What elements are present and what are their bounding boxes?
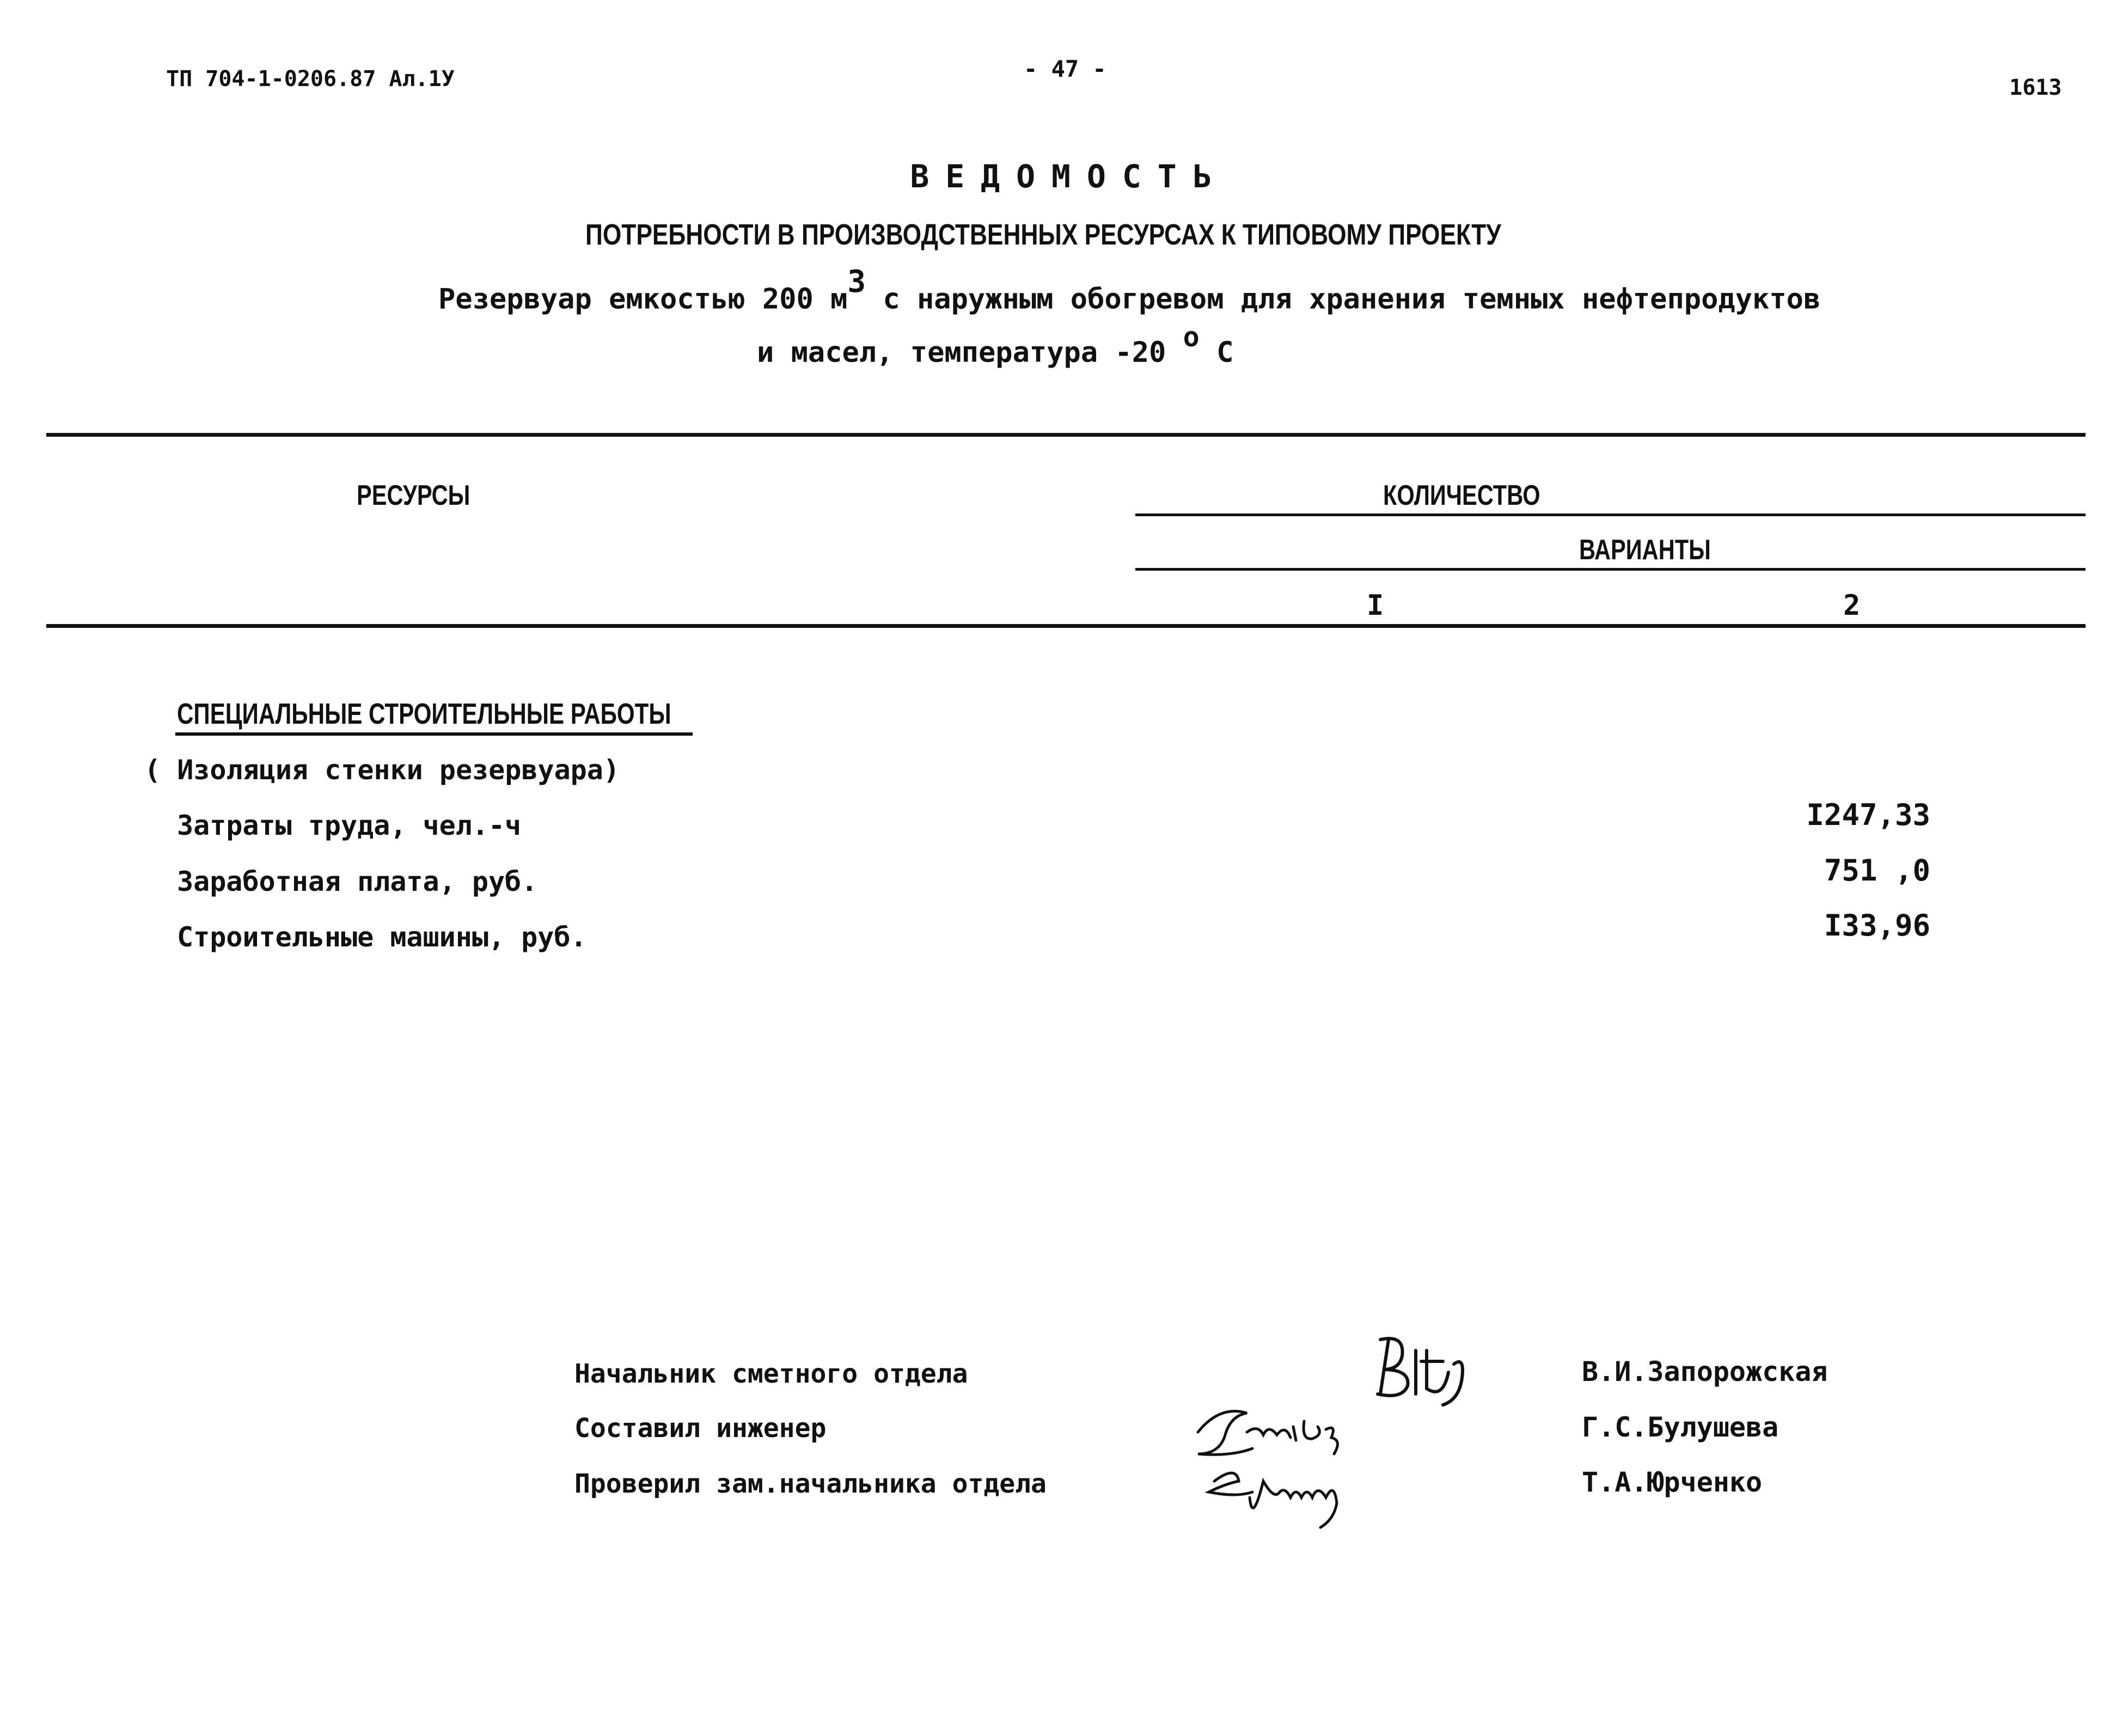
row-value-wages: 751 ,0 <box>1824 853 1930 888</box>
table-top-rule <box>46 433 2086 437</box>
column-header-variant-2: 2 <box>1843 589 1861 622</box>
object-line1-part-a: Резервуар емкостью 200 м <box>438 283 848 316</box>
object-line2-part-a: и масел, температура -20 <box>757 336 1183 369</box>
row-value-machines: I33,96 <box>1824 908 1930 943</box>
document-title: ВЕДОМОСТЬ <box>910 158 1228 195</box>
section-title: СПЕЦИАЛЬНЫЕ СТРОИТЕЛЬНЫЕ РАБОТЫ <box>177 698 671 730</box>
object-description-line-1 <box>438 264 1821 316</box>
column-header-quantity: КОЛИЧЕСТВО <box>1383 480 1540 511</box>
row-label-machines: Строительные машины, руб. <box>177 921 587 953</box>
signature-name-checker: Т.А.Юрченко <box>1582 1466 1763 1498</box>
row-value-labor: I247,33 <box>1806 798 1930 832</box>
object-line1-part-b: с наружным обогревом для хранения темных нефтепродуктов <box>866 283 1821 316</box>
signature-head <box>1378 1338 1463 1405</box>
column-header-resources: РЕСУРСЫ <box>357 480 470 511</box>
section-title-underline <box>175 732 693 736</box>
signature-role-compiler: Составил инженер <box>574 1413 827 1444</box>
signature-role-head: Начальник сметного отдела <box>574 1359 968 1389</box>
quantity-rule <box>1135 514 2086 516</box>
column-header-variant-1: I <box>1367 589 1384 622</box>
object-description-line-2 <box>757 321 1234 369</box>
signature-compiler <box>1198 1411 1337 1455</box>
document-code: ТП 704-1-0206.87 Ал.1У <box>166 66 455 91</box>
signature-role-checker: Проверил зам.начальника отдела <box>574 1469 1047 1499</box>
sheet-number: 1613 <box>2009 75 2062 100</box>
signature-name-compiler: Г.С.Булушева <box>1582 1411 1779 1443</box>
row-label-wages: Заработная плата, руб. <box>177 866 538 897</box>
table-header-bottom-rule <box>46 624 2086 628</box>
cubic-superscript: 3 <box>847 264 866 299</box>
object-line2-part-b: С <box>1199 336 1234 369</box>
signature-name-head: В.И.Запорожская <box>1582 1356 1828 1387</box>
handwritten-signatures <box>1187 1318 1525 1546</box>
column-header-variants: ВАРИАНТЫ <box>1579 534 1711 566</box>
signature-checker <box>1209 1473 1337 1527</box>
section-subtitle: ( Изоляция стенки резервуара) <box>144 754 620 786</box>
page-number: - 47 - <box>1024 56 1106 82</box>
degree-superscript: о <box>1183 321 1200 353</box>
variants-rule <box>1135 568 2086 571</box>
document-subtitle: ПОТРЕБНОСТИ В ПРОИЗВОДСТВЕННЫХ РЕСУРСАХ К ТИПОВОМУ ПРОЕКТУ <box>585 218 1501 251</box>
row-label-labor: Затраты труда, чел.-ч <box>177 810 522 841</box>
